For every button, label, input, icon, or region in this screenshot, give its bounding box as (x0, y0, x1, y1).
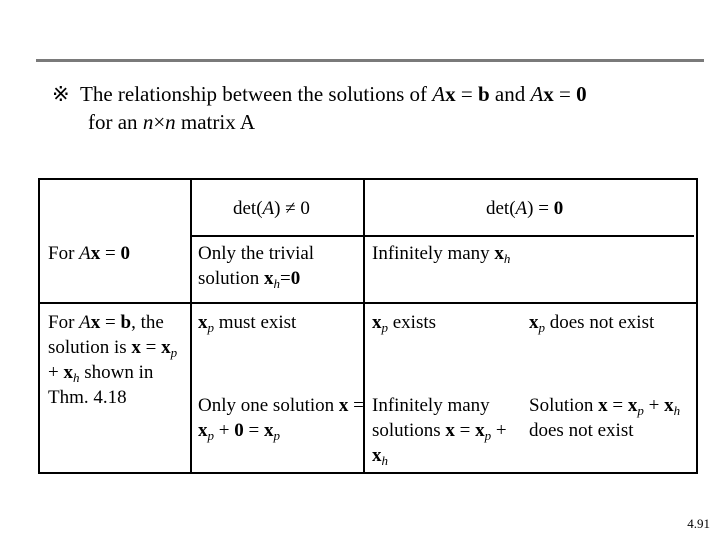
header-rule (36, 59, 704, 62)
cell-infinitely-many-xh: Infinitely many $x_h$ (372, 243, 511, 266)
row-label-homogeneous: For Ax = 0 (48, 243, 130, 264)
grid-line (190, 235, 694, 237)
header-det-nonzero: det(A) ≠ 0 (233, 198, 310, 219)
grid-line (38, 302, 696, 304)
title-line-2: for an n×n matrix A (88, 110, 255, 134)
page-number: 4.91 (687, 516, 710, 531)
reference-mark-icon: ※ (52, 82, 70, 106)
cell-xp-exists: $x_p$ exists (372, 312, 437, 335)
title-line-1 (52, 80, 702, 108)
grid-line (190, 178, 192, 472)
cell-only-one-solution: Only one solution $x = x_p + 0 = x_p$ (198, 395, 364, 443)
cell-infinitely-many-solutions: Infinitely many solutions $x = x_p + x_h$ (372, 395, 507, 468)
slide-title (52, 80, 702, 136)
solutions-table (38, 178, 698, 474)
header-det-zero: det(A) = 0 (486, 198, 564, 219)
cell-solution-not-exist: Solution $x = x_p + x_h$ does not exist (529, 395, 681, 441)
cell-xp-not-exist: $x_p$ does not exist (529, 312, 655, 335)
cell-trivial-solution: Only the trivial solution $x_h=0$ (198, 243, 315, 291)
title-text: The relationship between the solutions of Ax = b and Ax = 0 (80, 82, 587, 106)
cell-xp-must-exist: $x_p$ must exist (198, 312, 297, 335)
row-label-nonhomogeneous: For Ax = b, the solution is $x = x_p + x_h$ shown in Thm. 4.18 (48, 312, 178, 408)
